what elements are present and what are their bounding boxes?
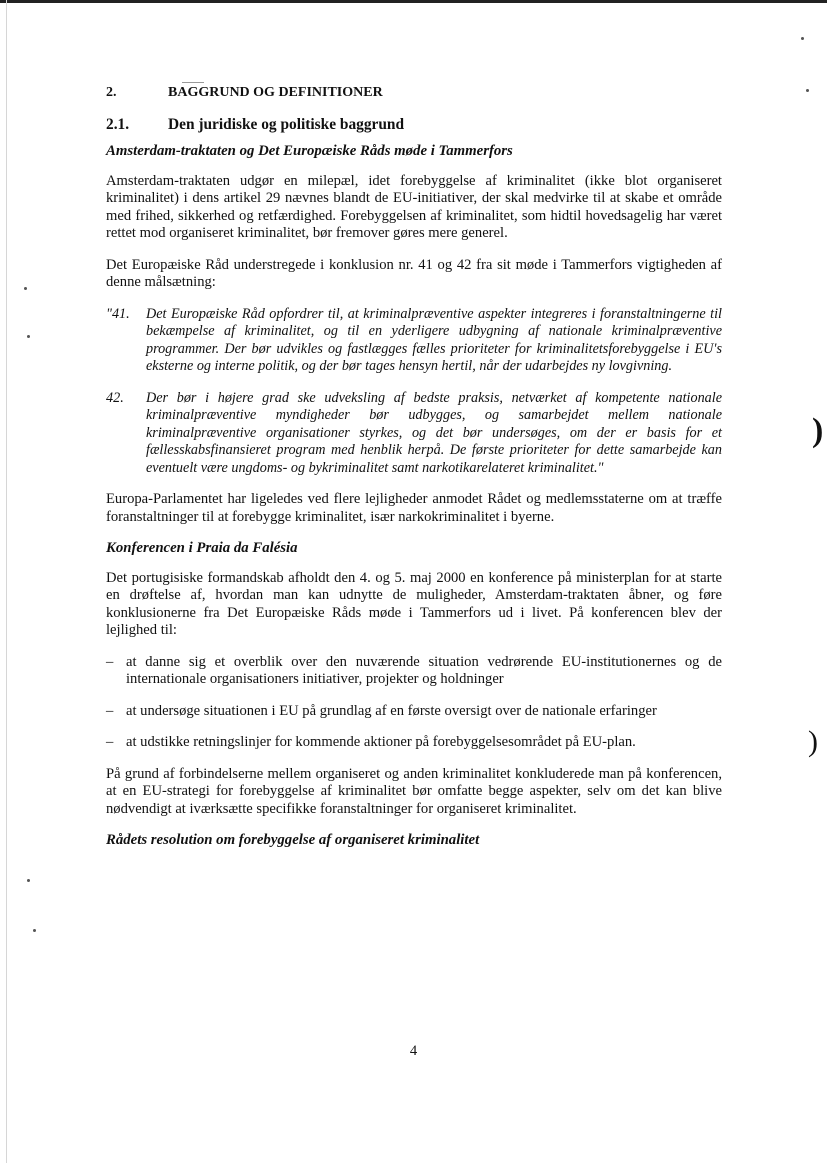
scan-speck	[33, 929, 36, 932]
scan-speck	[27, 335, 30, 338]
list-item	[106, 734, 722, 752]
heading-raadets: Rådets resolution om forebyggelse af organiseret kriminalitet	[106, 832, 480, 848]
page-number: 4	[409, 1043, 418, 1059]
list-item	[106, 703, 722, 721]
scan-speck	[801, 37, 804, 40]
scan-speck	[24, 287, 27, 290]
section-title: BAGGRUND OG DEFINITIONER	[168, 85, 383, 100]
dash-bullet: –	[106, 653, 114, 670]
quote-block	[106, 306, 722, 376]
section-heading	[106, 84, 722, 102]
scan-speck	[27, 879, 30, 882]
subsection-number: 2.1.	[106, 115, 130, 133]
list-item-text: at undersøge situationen i EU på grundlag af en første oversigt over de nationale erfaringer	[126, 702, 657, 719]
quote-text: Der bør i højere grad ske udveksling af bedste praksis, netværket af kompetente nationale kriminalpræventive myndigheder bør udbygges, og samarbejdet mellem nationale kriminalpræventive organisationer styrkes, og det bør undersøges, om der er basis for et fællesskabsfinansieret program med henblik herpå. De første prioriteter for dette samarbejde kan eventuelt være ungdoms- og bykriminalitet samt narkotikarelateret kriminalitet."	[146, 389, 722, 476]
section-number: 2.	[106, 85, 117, 100]
paragraph: Det portugisiske formandskab afholdt den 4. og 5. maj 2000 en konference på ministerplan for at starte en drøftelse af, hvordan man kan udnytte de muligheder, Amsterdam-traktaten åbner, og føre konklusionerne fra Det Europæiske Råds møde i Tammerfors ud i livet. På konferencen blev der lejlighed til:	[106, 569, 722, 638]
dash-bullet: –	[106, 734, 114, 750]
document-page	[106, 84, 722, 862]
scan-top-border	[0, 0, 827, 3]
subsection-title: Den juridiske og politiske baggrund	[168, 115, 405, 133]
binding-mark-icon: )	[808, 725, 818, 758]
scan-speck	[806, 89, 809, 92]
bullet-list	[106, 654, 722, 752]
paragraph: Det Europæiske Råd understregede i konklusion nr. 41 og 42 fra sit møde i Tammerfors vigtigheden af denne målsætning:	[106, 256, 722, 290]
scan-left-edge	[6, 0, 7, 1163]
binding-mark-icon: )	[812, 412, 824, 449]
heading-amsterdam: Amsterdam-traktaten og Det Europæiske Råds møde i Tammerfors	[106, 143, 513, 159]
quote-number: 42.	[106, 389, 124, 406]
quote-text: Det Europæiske Råd opfordrer til, at kriminalpræventive aspekter integreres i foranstaltningerne til bekæmpelse af kriminalitet, og til en yderligere udbygning af nationale kriminalpræventive programmer. Der bør udvikles og fastlægges fælles prioriteter for kriminalitetsforebyggelse i EU's eksterne og interne politik, og der bør tages hensyn hertil, når der udarbejdes ny lovgivning.	[146, 305, 722, 374]
list-item	[106, 654, 722, 689]
quote-number: "41.	[106, 305, 130, 322]
paragraph: På grund af forbindelserne mellem organiseret og anden kriminalitet konkluderede man på konferencen, at en EU-strategi for forebyggelse af kriminalitet bør omfatte begge aspekter, selv om det kan blive nødvendigt at iværksætte specifikke foranstaltninger for organiseret kriminalitet.	[106, 765, 722, 817]
quote-block	[106, 390, 722, 478]
scan-artifact-dash	[182, 82, 204, 83]
heading-praia: Konferencen i Praia da Falésia	[106, 540, 298, 556]
paragraph: Amsterdam-traktaten udgør en milepæl, idet forebyggelse af kriminalitet (ikke blot organiseret kriminalitet) i dens artikel 29 nævnes blandt de EU-initiativer, der skal medvirke til at skabe et område med frihed, sikkerhed og retfærdighed. Forebyggelsen af kriminalitet, som hidtil hovedsagelig har været rettet mod organiseret kriminalitet, bør fremover gøres mere generel.	[106, 172, 722, 241]
list-item-text: at danne sig et overblik over den nuværende situation vedrørende EU-institutionernes og de internationale organisationers initiativer, projekter og holdninger	[126, 653, 722, 687]
dash-bullet: –	[106, 702, 114, 719]
subsection-heading	[106, 116, 722, 134]
list-item-text: at udstikke retningslinjer for kommende aktioner på forebyggelsesområdet på EU-plan.	[126, 734, 636, 750]
paragraph: Europa-Parlamentet har ligeledes ved flere lejligheder anmodet Rådet og medlemsstaterne om at træffe foranstaltninger til at forebygge kriminalitet, især narkokriminalitet i byerne.	[106, 491, 722, 525]
